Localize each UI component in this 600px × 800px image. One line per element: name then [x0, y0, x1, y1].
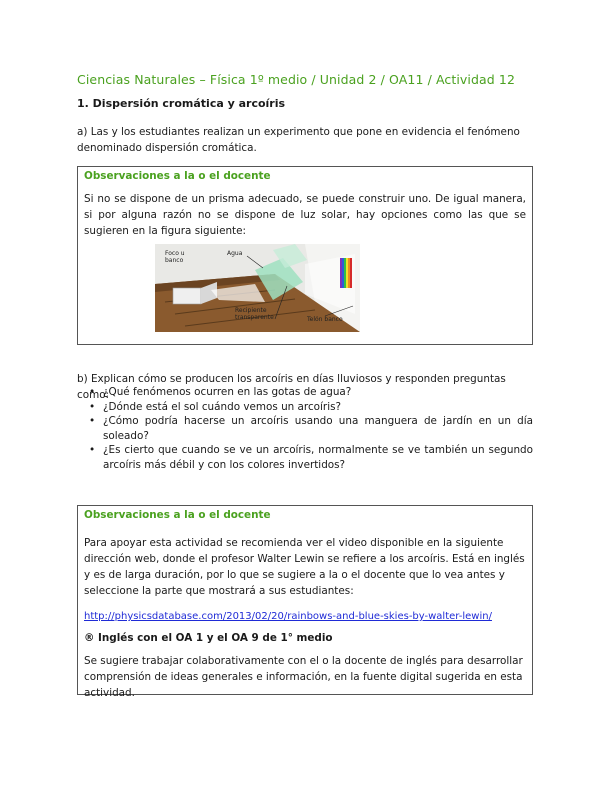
- box1-title: Observaciones a la o el docente: [84, 170, 271, 182]
- teacher-notes-box-2: [77, 505, 533, 699]
- figure-label-foco: Foco u banco: [165, 250, 185, 264]
- list-item: • ¿Es cierto que cuando se ve un arcoíris, normalmente se ve también un segundo arcoíris más débil y con los colores invertidos?: [89, 443, 533, 472]
- prism-experiment-figure: [155, 244, 360, 332]
- page-header-breadcrumb: Ciencias Naturales – Física 1º medio / Unidad 2 / OA11 / Actividad 12: [77, 72, 516, 87]
- box2-footer-text: Se sugiere trabajar colaborativamente con el o la docente de inglés para desarrollar comprensión de ideas generales e información, en la fuente digital sugerida en esta actividad.: [84, 655, 523, 699]
- list-item: • ¿Cómo podría hacerse un arcoíris usando una manguera de jardín en un día soleado?: [89, 414, 533, 443]
- box2-title: Observaciones a la o el docente: [84, 509, 271, 521]
- list-item: • ¿Dónde está el sol cuándo vemos un arcoíris?: [89, 400, 533, 415]
- walter-lewin-video-link[interactable]: http://physicsdatabase.com/2013/02/20/rainbows-and-blue-skies-by-walter-lewin/: [84, 611, 492, 622]
- figure-label-recipiente: Recipiente transparente: [235, 307, 274, 321]
- list-item: • ¿Qué fenómenos ocurren en las gotas de agua?: [89, 385, 533, 400]
- box2-text: Para apoyar esta actividad se recomienda ver el video disponible en la siguiente dirección web, donde el profesor Walter Lewin se refiere a los arcoíris. Está en inglés y es de larga duración, por lo que se sugiere a la o el docente que lo vea antes y seleccione la parte que mostrará a sus estudiantes:: [84, 537, 525, 597]
- section-title: 1. Dispersión cromática y arcoíris: [77, 97, 286, 110]
- part-b-intro: b) Explican cómo se producen los arcoíris en días lluviosos y responden preguntas como:: [77, 373, 506, 401]
- figure-label-agua: Agua: [227, 250, 243, 257]
- part-a-text: a) Las y los estudiantes realizan un experimento que pone en evidencia el fenómeno denominado dispersión cromática.: [77, 126, 520, 154]
- figure-label-telon: Telón banco: [307, 316, 343, 323]
- questions-list: [89, 385, 533, 473]
- box1-text: Si no se dispone de un prisma adecuado, se puede construir uno. De igual manera, si por alguna razón no se dispone de luz solar, hay opciones como las que se sugieren en la figura siguiente:: [84, 193, 526, 237]
- english-oa-line: ® Inglés con el OA 1 y el OA 9 de 1° medio: [84, 632, 333, 644]
